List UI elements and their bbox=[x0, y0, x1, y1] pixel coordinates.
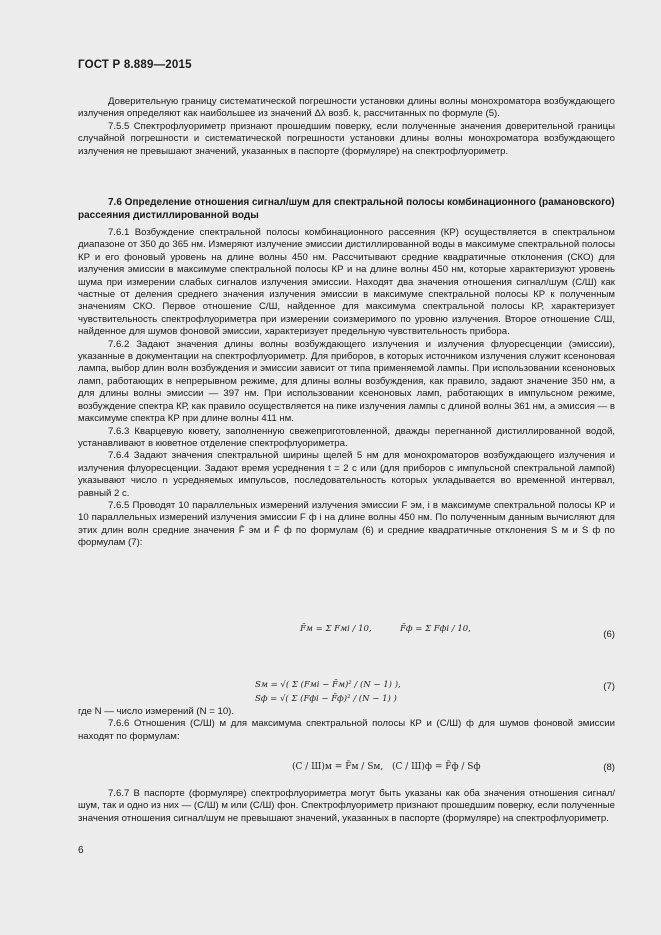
body-text-bottom bbox=[78, 788, 615, 825]
formula-7-right: Sф = √( Σ (Fфi − F̄ф)² / (N − 1) ) bbox=[255, 694, 397, 704]
paragraph-7-6-1: 7.6.1 Возбуждение спектральной полосы комбинационного рассеяния (КР) осуществляется в спектральном диапазоне от 350 до 365 нм. Измеряют излучение эмиссии дистиллированной воды в максимуме спектральной полосы КР и его фоновый уровень на длине волны 450 нм. Рассчитывают средние квадратичные отклонения (СКО) для излучения эмиссии в максимуме спектральной полосы КР и на длине волны 450 нм, которые характеризуют уровень шума при измерении слабых сигналов излучения эмиссии. Находят два значения отношения сигнал/шум (С/Ш) как частные от деления среднего значения излучения эмиссии в максимуме спектральной полосы КР к полученным значениям СКО. Первое отношение С/Ш, найденное для максимума спектральной полосы КР, характеризует чувствительность спектрофлуориметра при измерении соизмеримого по уровню излучения. Второе отношение С/Ш, найденное для шумов фоновой эмиссии, характеризует предельную чувствительность прибора. bbox=[78, 227, 615, 338]
paragraph-7-6-2: 7.6.2 Задают значения длины волны возбуждающего излучения и излучения флуоресценции (эмиссии), указанные в документации на спектрофлуориметр. Для приборов, в которых источником излучения служит ксеноновая лампа, выбор длин волн возбуждения и эмиссии зависит от типа применяемой лампы. При использовании ксеноновых ламп, работающих в непрерывном режиме, для длины волны возбуждения, как правило, задают значение 350 нм, а для длины волны эмиссии — 397 нм. При использовании ксеноновых ламп, работающих в импульсном режиме, возбуждение спектра КР, как правило осуществляется на пике излучения лампы с длиной волны 361 нм, а эмиссия — в максимуме спектра КР при длине волны 411 нм. bbox=[78, 338, 615, 425]
paragraph-7-6-5: 7.6.5 Проводят 10 параллельных измерений излучения эмиссии F эм, i в максимуме спектральной полосы КР и 10 параллельных измерений излучения эмиссии F ф i на длине волны 450 нм. По полученным данным вычисляют для этих длин волн средние значения F̄ эм и F̄ ф по формулам (6) и средние квадратичные отклонения S м и S ф по формулам (7): bbox=[78, 499, 615, 549]
formula-7-left: Sм = √( Σ (Fмi − F̄м)² / (N − 1) ), bbox=[255, 680, 401, 690]
formula-6 bbox=[300, 598, 540, 648]
body-text-main bbox=[78, 227, 615, 550]
section-7-6 bbox=[78, 197, 615, 222]
equation-number-7: (7) bbox=[603, 681, 615, 692]
formula-6-right: F̄ф = Σ Fфi / 10, bbox=[400, 624, 471, 634]
body-text-top bbox=[78, 96, 615, 158]
section-heading-7-6: 7.6 Определение отношения сигнал/шум для спектральной полосы комбинационного (рамановского) рассеяния дистиллированной воды bbox=[78, 197, 615, 221]
paragraph-7-6-4: 7.6.4 Задают значения спектральной ширины щелей 5 нм для монохроматоров возбуждающего излучения и излучения флуоресценции. Задают время усреднения t = 2 с или (для приборов с импульсной спектральной лампой) указывают число n усредняемых импульсов, последовательность которых укладывается во временной интервал, равный 2 с. bbox=[78, 450, 615, 499]
equation-number-8: (8) bbox=[603, 762, 615, 773]
formula-7 bbox=[255, 658, 555, 708]
paragraph-7-6-7: 7.6.7 В паспорте (формуляре) спектрофлуориметра могут быть указаны как оба значения отношения сигнал/шум, так и одно из них — (С/Ш) м или (С/Ш) фон. Спектрофлуориметр признают прошедшим поверку, если полученные значения отношения сигнал/шум не превышают значений, указанных в паспорте (формуляре) на спектрофлуориметр. bbox=[78, 788, 615, 824]
formula-6-left: F̄м = Σ Fмi / 10, bbox=[300, 624, 372, 634]
page-number: 6 bbox=[78, 845, 84, 856]
paragraph-where-n: где N — число измерений (N = 10). bbox=[78, 706, 235, 717]
document-header: ГОСТ Р 8.889—2015 bbox=[78, 59, 192, 71]
equation-number-6: (6) bbox=[603, 629, 615, 640]
paragraph-7-6-6: 7.6.6 Отношения (С/Ш) м для максимума спектральной полосы КР и (С/Ш) ф для шумов фоновой эмиссии находят по формулам: bbox=[78, 718, 615, 742]
paragraph-p1: Доверительную границу систематической погрешности установки длины волны монохроматора возбуждающего излучения определяют как наибольшее из значений Δλ возб. k, рассчитанных по формуле (5). bbox=[78, 96, 615, 120]
body-text-where bbox=[78, 706, 615, 743]
formula-8-right: (С / Ш)ф = F̄ф / Sф bbox=[392, 762, 481, 772]
paragraph-7-5-5: 7.5.5 Спектрофлуориметр признают прошедшим поверку, если полученные значения доверительной границы случайной погрешности и систематической погрешности установки длины волны монохроматора возбуждающего излучения не превышают значений, указанных в паспорте (формуляре) на спектрофлуориметр. bbox=[78, 120, 615, 157]
paragraph-7-6-3: 7.6.3 Кварцевую кювету, заполненную свежеприготовленной, дважды перегнанной дистиллированной водой, устанавливают в кюветное отделение спектрофлуориметра. bbox=[78, 425, 615, 449]
formula-8-left: (С / Ш)м = F̄м / Sм, bbox=[292, 762, 384, 772]
formula-8 bbox=[292, 752, 532, 786]
